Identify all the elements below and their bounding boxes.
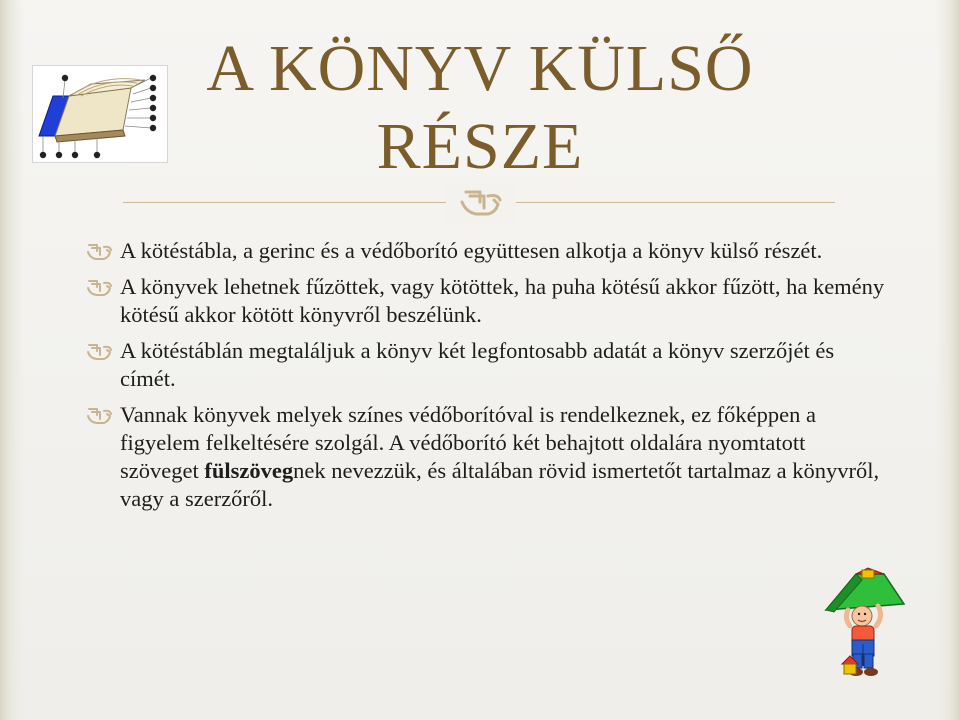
ornament-icon [458, 186, 504, 220]
bullet-text-after: nek nevezzük, és általában rövid ismertetőt tartalmaz a könyvről, vagy a szerzőről. [120, 458, 880, 511]
ornament-bullet-icon [86, 405, 114, 425]
bullet-item [86, 401, 886, 513]
ornament-bullet-icon [86, 277, 114, 297]
book-parts-icon [33, 66, 167, 162]
bullet-item [86, 237, 886, 265]
kid-roof-icon [822, 566, 906, 682]
bullet-item [86, 273, 886, 329]
bullet-text-before: Vannak könyvek melyek színes védőborítóval is rendelkeznek, ez főképpen a figyelem felkeltésére szolgál. A védőborító két behajtott oldalára nyomtatott szöveget [120, 402, 817, 483]
ornament-bullet-icon [86, 241, 114, 261]
ornament-bullet-icon [86, 341, 114, 361]
book-diagram-image [32, 65, 168, 163]
bullet-list [86, 237, 886, 521]
title-line-1: A KÖNYV KÜLSŐ [206, 32, 754, 105]
bullet-text: A kötéstáblán megtaláljuk a könyv két legfontosabb adatát a könyv szerzőjét és címét. [120, 338, 835, 391]
bullet-item [86, 337, 886, 393]
title-line-2: RÉSZE [376, 110, 584, 183]
bullet-text: A könyvek lehetnek fűzöttek, vagy kötöttek, ha puha kötésű akkor fűzött, ha kemény kötésű akkor kötött könyvről beszélünk. [120, 274, 885, 327]
kid-carrying-roof-image [822, 566, 906, 682]
bullet-bold-term: fülszöveg [204, 458, 294, 483]
slide-title [170, 30, 790, 186]
bullet-text: A kötéstábla, a gerinc és a védőborító együttesen alkotja a könyv külső részét. [120, 238, 823, 263]
title-ornament [446, 184, 516, 224]
